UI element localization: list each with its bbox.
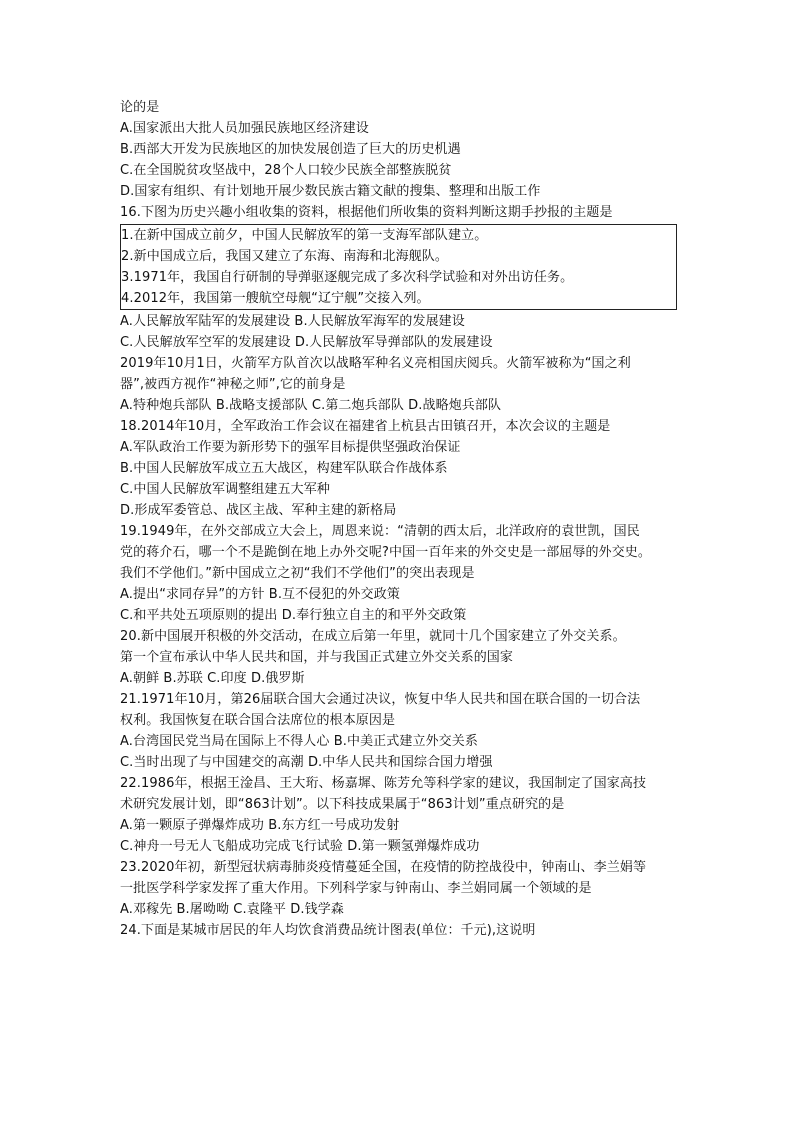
text-line-3: B.西部大开发为民族地区的加快发展创造了巨大的历史机遇 [120, 142, 461, 157]
box-line-3: 3.1971年，我国自行研制的导弹驱逐舰完成了多次科学试验和对外出访任务。 [121, 270, 574, 285]
text-line-after-17: 第一个宣布承认中华人民共和国，并与我国正式建立外交关系的国家 [120, 650, 514, 665]
box-line-2: 2.新中国成立后，我国又建立了东海、南海和北海舰队。 [121, 249, 449, 264]
text-line-2: A.国家派出大批人员加强民族地区经济建设 [120, 121, 369, 136]
material-box [120, 224, 677, 310]
text-line-after-2: C.人民解放军空军的发展建设 D.人民解放军导弹部队的发展建设 [120, 335, 493, 350]
text-line-after-22: C.当时出现了与中国建交的高潮 D.中华人民共和国综合国力增强 [120, 755, 493, 770]
text-line-after-23: 22.1986年，根据王淦昌、王大珩、杨嘉墀、陈芳允等科学家的建议，我国制定了国家高技 [120, 776, 647, 791]
box-line-1: 1.在新中国成立前夕，中国人民解放军的第一支海军部队建立。 [121, 228, 488, 243]
text-line-after-5: A.特种炮兵部队 B.战略支援部队 C.第二炮兵部队 D.战略炮兵部队 [120, 398, 502, 413]
text-line-after-11: 19.1949年，在外交部成立大会上，周恩来说：“清朝的西太后，北洋政府的袁世凯，国民 [120, 524, 640, 539]
text-line-after-7: A.军队政治工作要为新形势下的强军目标提供坚强政治保证 [120, 440, 461, 455]
text-line-after-16: 20.新中国展开积极的外交活动，在成立后第一年里，就同十几个国家建立了外交关系。 [120, 629, 626, 644]
text-line-after-12: 党的蒋介石，哪一个不是跪倒在地上办外交呢?中国一百年来的外交史是一部屈辱的外交史。 [120, 545, 652, 560]
text-line-5: D.国家有组织、有计划地开展少数民族古籍文献的搜集、整理和出版工作 [120, 184, 541, 199]
text-line-after-25: A.第一颗原子弹爆炸成功 B.东方红一号成功发射 [120, 818, 400, 833]
text-line-after-26: C.神舟一号无人飞船成功完成飞行试验 D.第一颗氢弹爆炸成功 [120, 839, 480, 854]
text-line-after-14: A.提出“求同存异”的方针 B.互不侵犯的外交政策 [120, 587, 400, 602]
text-line-4: C.在全国脱贫攻坚战中，28个人口较少民族全部整族脱贫 [120, 163, 452, 178]
text-line-6: 16.下图为历史兴趣小组收集的资料，根据他们所收集的资料判断这期手抄报的主题是 [120, 205, 613, 220]
text-line-after-24: 术研究发展计划，即“863计划”。以下科技成果属于“863计划”重点研究的是 [120, 797, 565, 812]
exam-page [120, 97, 690, 941]
text-line-after-8: B.中国人民解放军成立五大战区，构建军队联合作战体系 [120, 461, 448, 476]
text-line-after-6: 18.2014年10月，全军政治工作会议在福建省上杭县古田镇召开，本次会议的主题是 [120, 419, 611, 434]
text-line-after-19: 21.1971年10月，第26届联合国大会通过决议，恢复中华人民共和国在联合国的一切合法 [120, 692, 641, 707]
text-line-after-20: 权利。我国恢复在联合国合法席位的根本原因是 [120, 713, 396, 728]
text-line-after-21: A.台湾国民党当局在国际上不得人心 B.中美正式建立外交关系 [120, 734, 478, 749]
section-before-box [120, 97, 690, 223]
text-line-after-13: 我们不学他们。”新中国成立之初“我们不学他们”的突出表现是 [120, 566, 475, 581]
text-line-after-30: 24.下面是某城市居民的年人均饮食消费品统计图表(单位：千元),这说明 [120, 923, 536, 938]
section-after-box [120, 311, 690, 941]
box-line-4: 4.2012年，我国第一艘航空母舰“辽宁舰”交接入列。 [121, 291, 430, 306]
text-line-after-10: D.形成军委管总、战区主战、军种主建的新格局 [120, 503, 397, 518]
text-line-after-3: 2019年10月1日，火箭军方队首次以战略军种名义亮相国庆阅兵。火箭军被称为“国之利 [120, 356, 631, 371]
text-line-after-4: 器”,被西方视作“神秘之师”,它的前身是 [120, 377, 346, 392]
text-line-after-27: 23.2020年初，新型冠状病毒肺炎疫情蔓延全国，在疫情的防控战役中，钟南山、李兰娟等 [120, 860, 647, 875]
text-line-after-1: A.人民解放军陆军的发展建设 B.人民解放军海军的发展建设 [120, 314, 465, 329]
text-line-after-9: C.中国人民解放军调整组建五大军种 [120, 482, 330, 497]
text-line-after-15: C.和平共处五项原则的提出 D.奉行独立自主的和平外交政策 [120, 608, 467, 623]
text-line-after-28: 一批医学科学家发挥了重大作用。下列科学家与钟南山、李兰娟同属一个领域的是 [120, 881, 592, 896]
text-line-after-29: A.邓稼先 B.屠呦呦 C.袁隆平 D.钱学森 [120, 902, 344, 917]
text-line-after-18: A.朝鲜 B.苏联 C.印度 D.俄罗斯 [120, 671, 305, 686]
text-line-1: 论的是 [120, 100, 160, 115]
